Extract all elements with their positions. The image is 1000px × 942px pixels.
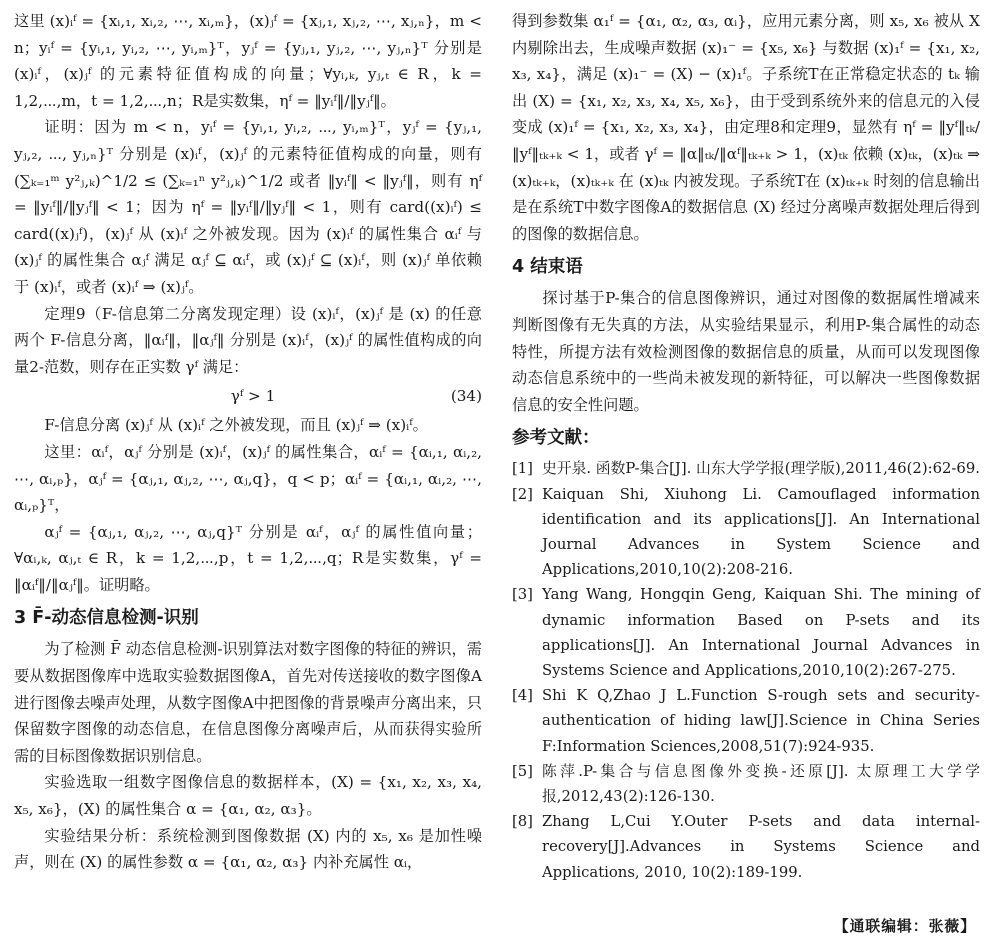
section-3-paragraph-1: 为了检测 F̄ 动态信息检测-识别算法对数字图像的特征的辨识，需要从数据图像库中选取实验数据图像A，首先对传送接收的数字图像A进行图像去噪声处理，从数字图像A中把图像的背景噪声分离出来，只保留数字图像的动态信息，在信息图像分离噪声后，从而获得实验所需的目标图像数据识别信息。 — [14, 640, 482, 765]
reference-text: 陈萍.P-集合与信息图像外变换-还原[J]. 太原理工大学学报,2012,43(2):126-130. — [542, 762, 980, 805]
theorem-definitions: 这里 (x)ᵢᶠ = {xᵢ,₁, xᵢ,₂, ⋯, xᵢ,ₘ}，(x)ⱼᶠ = {xⱼ,₁, xⱼ,₂, ⋯, xⱼ,ₙ}，m < n；yᵢᶠ = {yᵢ,₁, yᵢ,₂, ⋯, yᵢ,ₘ}ᵀ，yⱼᶠ = {yⱼ,₁, yⱼ,₂, ⋯, yⱼ,ₙ}ᵀ 分别是 (x)ᵢᶠ，(x)ⱼᶠ 的元素特征值构成的向量；∀yᵢ,ₖ, yⱼ,ₜ ∈ R，k = 1,2,⋯,m，t = 1,2,⋯,n；R是实数集，ηᶠ = ‖yᵢᶠ‖/‖yⱼᶠ‖。 — [14, 12, 482, 110]
reference-text: 史开泉. 函数P-集合[J]. 山东大学学报(理学版),2011,46(2):62-69. — [542, 460, 980, 478]
references-heading: 参考文献： — [512, 428, 600, 449]
right-column — [512, 8, 980, 885]
reference-list — [512, 456, 980, 884]
reference-tag: [1] — [512, 460, 533, 478]
reference-item — [512, 582, 980, 683]
equation-body: γᶠ > 1 — [230, 387, 276, 406]
reference-tag: [4] — [512, 687, 533, 705]
reference-text: Kaiquan Shi, Xiuhong Li. Camouflaged information identification and its applications[J]. An International Journal Advances in System Science and Applications,2010,10(2):208-216. — [542, 485, 980, 579]
section-3-paragraph-3: 实验结果分析：系统检测到图像数据 (X) 内的 x₅, x₆ 是加性噪声，则在 (X) 的属性参数 α = {α₁, α₂, α₃} 内补充属性 αᵢ， — [14, 826, 482, 872]
reference-item — [512, 456, 980, 481]
editor-credit: 【通联编辑：张薇】 — [833, 918, 976, 935]
reference-text: Zhang L,Cui Y.Outer P-sets and data internal-recovery[J].Advances in Systems Science and Applications, 2010, 10(2):189-199. — [542, 813, 980, 881]
reference-tag: [2] — [512, 485, 533, 503]
section-3-paragraph-2: 实验选取一组数字图像信息的数据样本，(X) = {x₁, x₂, x₃, x₄, x₅, x₆}，(X) 的属性集合 α = {α₁, α₂, α₃}。 — [14, 773, 482, 819]
reference-text: Shi K Q,Zhao J L.Function S-rough sets and security-authentication of hiding law[J].Science in China Series F:Information Sciences,2008,51(7):924-935. — [542, 687, 980, 755]
reference-tag: [8] — [512, 813, 533, 831]
experiment-continuation: 得到参数集 α₁ᶠ = {α₁, α₂, α₃, αᵢ}，应用元素分离，则 x₅, x₆ 被从 X 内剔除出去，生成噪声数据 (x)₁⁻ = {x₅, x₆} 与数据 (x)₁ᶠ = {x₁, x₂, x₃, x₄}，满足 (x)₁⁻ = (X) − (x)₁ᶠ。子系统T在正常稳定状态的 tₖ 输出 (X) = {x₁, x₂, x₃, x₄, x₅, x₆}，由于受到系统外来的信息元的入侵变成 (x)₁ᶠ = {x₁, x₂, x₃, x₄}，由定理8和定理9，显然有 ηᶠ = ‖yᶠ‖ₜₖ/‖yᶠ‖ₜₖ₊ₖ < 1，或者 γᶠ = ‖α‖ₜₖ/‖αᶠ‖ₜₖ₊ₖ > 1，(x)ₜₖ 依赖 (x)ₜₖ，(x)ₜₖ ⇒ (x)ₜₖ₊ₖ，(x)ₜₖ₊ₖ 在 (x)ₜₖ 内被发现。子系统T在 (x)ₜₖ₊ₖ 时刻的信息输出是在系统T中数字图像A的数据信息 (X) 经过分离噪声数据处理后得到的图像的数据信息。 — [512, 12, 980, 243]
theorem-9-where: 这里：αᵢᶠ，αⱼᶠ 分别是 (x)ᵢᶠ，(x)ⱼᶠ 的属性集合，αᵢᶠ = {αᵢ,₁, αᵢ,₂, ⋯, αᵢ,ₚ}，αⱼᶠ = {αⱼ,₁, αⱼ,₂, ⋯, αⱼ,q}，q < p；αᵢᶠ = {αᵢ,₁, αᵢ,₂, ⋯, αᵢ,ₚ}ᵀ， — [14, 442, 482, 515]
reference-item — [512, 482, 980, 583]
reference-text: Yang Wang, Hongqin Geng, Kaiquan Shi. The mining of dynamic information Based on P-sets and its applications[J]. An International Journal Advances in Systems Science and Applications,2010,10(2):267-275. — [542, 586, 980, 679]
theorem-9-statement: 定理9（F-信息第二分离发现定理）设 (x)ᵢᶠ，(x)ⱼᶠ 是 (x) 的任意两个 F-信息分离，‖αᵢᶠ‖，‖αⱼᶠ‖ 分别是 (x)ᵢᶠ，(x)ⱼᶠ 的属性值构成的向量2-范数，则存在正实数 γᶠ 满足： — [14, 304, 482, 376]
reference-item — [512, 809, 980, 885]
conclusion-paragraph: 探讨基于P-集合的信息图像辨识，通过对图像的数据属性增减来判断图像有无失真的方法，从实验结果显示，利用P-集合属性的动态特性，所提方法有效检测图像的数据信息的质量，从而可以发现图像动态信息系统中的一些尚未被发现的新特征，可以解决一些图像数据信息的安全性问题。 — [512, 289, 980, 414]
proof-paragraph: 证明：因为 m < n，yᵢᶠ = {yᵢ,₁, yᵢ,₂, ⋯, yᵢ,ₘ}ᵀ，yⱼᶠ = {yⱼ,₁, yⱼ,₂, ⋯, yⱼ,ₙ}ᵀ 分别是 (x)ᵢᶠ，(x)ⱼᶠ 的元素特征值构成的向量，则有 (∑ₖ₌₁ᵐ y²ⱼ,ₖ)^1/2 ≤ (∑ₖ₌₁ⁿ y²ⱼ,ₖ)^1/2 或者 ‖yᵢᶠ‖ < ‖yⱼᶠ‖，则有 ηᶠ = ‖yᵢᶠ‖/‖yⱼᶠ‖ < 1；因为 ηᶠ = ‖yᵢᶠ‖/‖yⱼᶠ‖ < 1，则有 card((x)ᵢᶠ) ≤ card((x)ⱼᶠ)，(x)ⱼᶠ 从 (x)ᵢᶠ 之外被发现。因为 (x)ᵢᶠ 的属性集合 αᵢᶠ 与 (x)ⱼᶠ 的属性集合 αⱼᶠ 满足 αⱼᶠ ⊆ αᵢᶠ，或 (x)ⱼᶠ ⊆ (x)ᵢᶠ，则 (x)ⱼᶠ 单依赖于 (x)ᵢᶠ，或者 (x)ᵢᶠ ⇒ (x)ⱼᶠ。 — [14, 118, 482, 296]
reference-item — [512, 683, 980, 759]
section-3-heading: 3 F̄-动态信息检测-识别 — [14, 608, 199, 629]
reference-tag: [5] — [512, 762, 533, 780]
reference-tag: [3] — [512, 586, 533, 604]
theorem-9-conclusion: F-信息分离 (x)ⱼᶠ 从 (x)ᵢᶠ 之外被发现，而且 (x)ⱼᶠ ⇒ (x)ᵢᶠ。 — [44, 416, 428, 435]
reference-item — [512, 759, 980, 809]
left-column — [14, 8, 482, 876]
section-4-heading: 4 结束语 — [512, 257, 583, 278]
theorem-9-vectors: αⱼᶠ = {αⱼ,₁, αⱼ,₂, ⋯, αⱼ,q}ᵀ 分别是 αᵢᶠ，αⱼᶠ 的属性值向量；∀αᵢ,ₖ, αⱼ,ₜ ∈ R，k = 1,2,⋯,p，t = 1,2,⋯,q；R是实数集，γᶠ = ‖αᵢᶠ‖/‖αⱼᶠ‖。证明略。 — [14, 522, 482, 594]
equation-number: (34) — [450, 387, 482, 406]
equation-34 — [14, 382, 482, 410]
